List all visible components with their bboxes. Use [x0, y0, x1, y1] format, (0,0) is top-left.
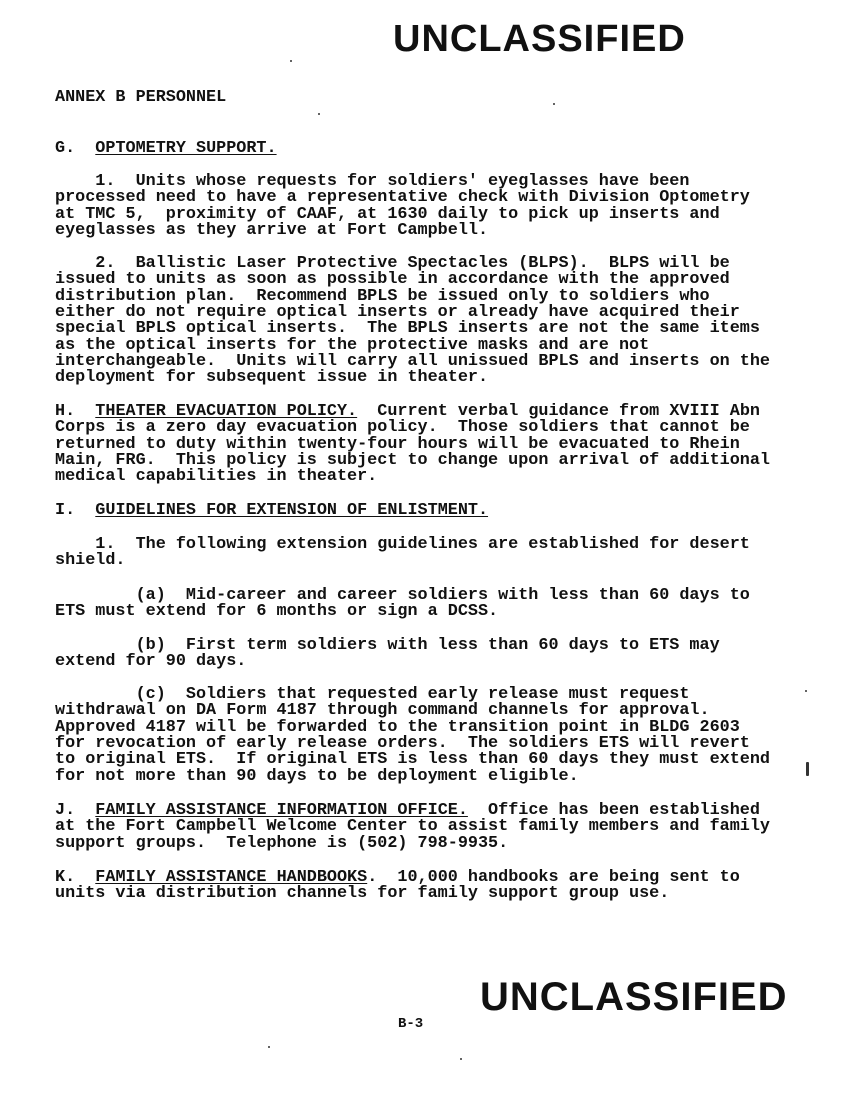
section-g-paragraph-2: 2. Ballistic Laser Protective Spectacles (BLPS). BLPS will be issued to units as soon as possible in accordance with the approved distribution plan. Recommend BPLS be issued only to soldiers who either do not require optical inserts or already have acquired their special BPLS optical inserts. The BPLS inserts are not the same items as the optical inserts for the protective masks and are not interchangeable. Units will carry all unissued BPLS and inserts on the deployment for subsequent issue in theater.: [55, 254, 770, 388]
section-heading: OPTOMETRY SUPPORT.: [95, 139, 277, 158]
section-label: I.: [55, 501, 96, 520]
scan-speck: [553, 103, 555, 105]
page-number: B-3: [398, 1016, 424, 1032]
section-g-heading: [55, 141, 277, 157]
section-i-item-b: (b) First term soldiers with less than 60 days to ETS may extend for 90 days.: [55, 636, 720, 672]
section-label: H.: [55, 402, 96, 421]
section-j: [55, 803, 770, 852]
section-label: J.: [55, 801, 96, 820]
scan-speck: [318, 113, 320, 115]
section-text: Office has been established: [467, 801, 760, 820]
section-body: at the Fort Campbell Welcome Center to assist family members and family support groups. Telephone is (502) 798-9935.: [55, 817, 770, 853]
classification-stamp-top: UNCLASSIFIED: [393, 18, 686, 60]
scan-speck: [805, 690, 807, 692]
classification-stamp-bottom: UNCLASSIFIED: [480, 975, 788, 1019]
section-body: Corps is a zero day evacuation policy. Those soldiers that cannot be returned to duty within twenty-four hours will be evacuated to Rhein Main, FRG. This policy is subject to change upon arrival of additional medical capabilities in theater.: [55, 418, 770, 487]
section-text: . 10,000 handbooks are being sent to: [367, 868, 740, 887]
scan-speck: [460, 1058, 462, 1060]
section-heading: FAMILY ASSISTANCE INFORMATION OFFICE.: [95, 801, 468, 820]
section-i-paragraph-1: 1. The following extension guidelines are established for desert shield.: [55, 535, 750, 571]
section-h: [55, 404, 770, 486]
scan-speck: [290, 60, 292, 62]
section-i-item-c: (c) Soldiers that requested early release must request withdrawal on DA Form 4187 through command channels for approval. Approved 4187 will be forwarded to the transition point in BLDG 2603 for revocation of early release orders. The soldiers ETS will revert to original ETS. If original ETS is less than 60 days they must extend for not more than 90 days to be deployment eligible.: [55, 685, 770, 786]
section-i-item-a: (a) Mid-career and career soldiers with less than 60 days to ETS must extend for 6 months or sign a DCSS.: [55, 586, 750, 622]
section-label: G.: [55, 139, 96, 158]
section-heading: GUIDELINES FOR EXTENSION OF ENLISTMENT.: [95, 501, 489, 520]
section-heading: FAMILY ASSISTANCE HANDBOOKS: [95, 868, 368, 887]
section-k: [55, 870, 740, 903]
scan-speck: [268, 1046, 270, 1048]
section-g-paragraph-1: 1. Units whose requests for soldiers' eyeglasses have been processed need to have a representative check with Division Optometry at TMC 5, proximity of CAAF, at 1630 daily to pick up inserts and eyeglasses as they arrive at Fort Campbell.: [55, 172, 750, 241]
section-label: K.: [55, 868, 96, 887]
section-heading: THEATER EVACUATION POLICY.: [95, 402, 358, 421]
annex-title: ANNEX B PERSONNEL: [55, 88, 227, 107]
section-text: Current verbal guidance from XVIII Abn: [357, 402, 760, 421]
section-body: units via distribution channels for family support group use.: [55, 884, 670, 904]
section-i-heading: [55, 503, 488, 519]
scan-speck: [806, 762, 809, 776]
